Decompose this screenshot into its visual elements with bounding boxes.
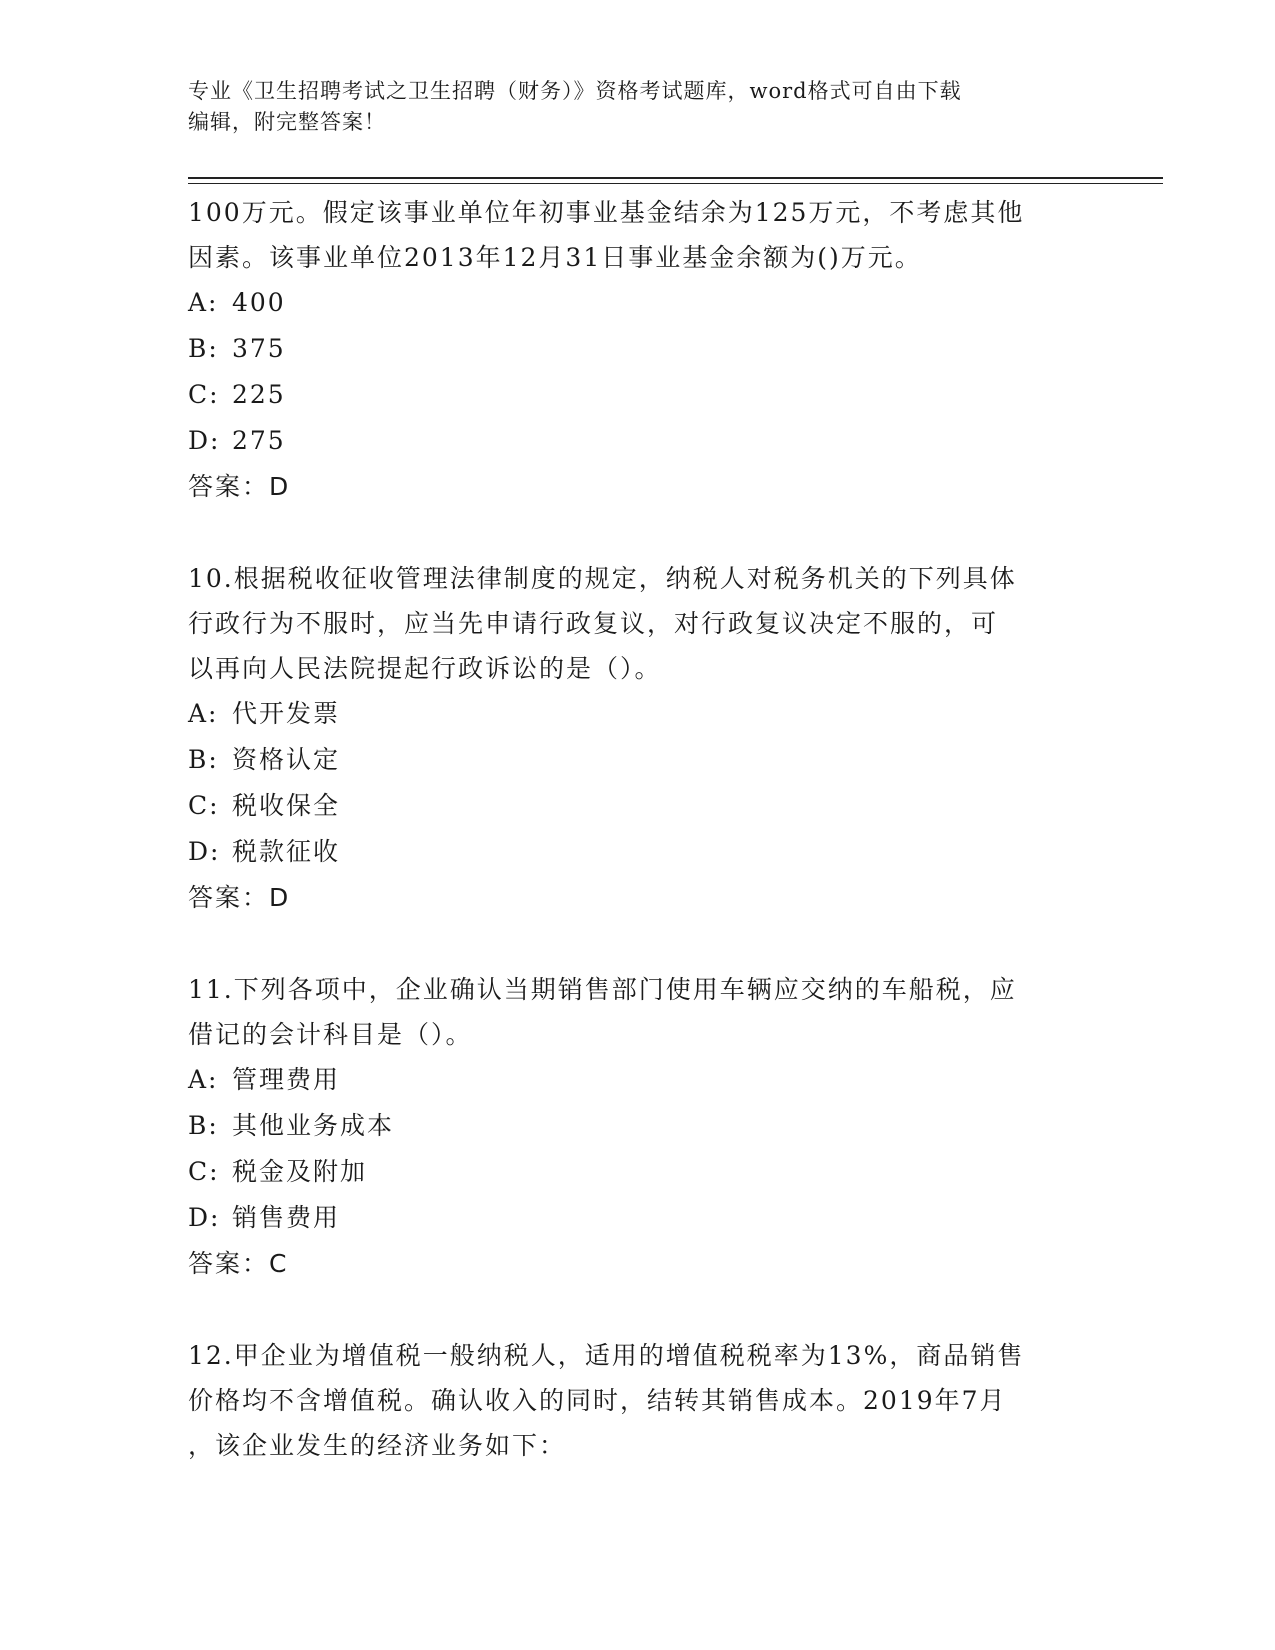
option-b [188, 326, 1088, 372]
question-text-line: 借记的会计科目是（）。 [188, 1020, 473, 1049]
option-b [188, 1103, 1088, 1149]
option-b [188, 737, 1088, 783]
option-a [188, 691, 1088, 737]
question-text-line: 以再向人民法院提起行政诉讼的是（）。 [188, 654, 662, 683]
option-text: 275 [232, 426, 286, 455]
option-a [188, 280, 1088, 326]
option-letter: B: [188, 334, 219, 363]
option-letter: A: [188, 699, 219, 728]
question-text-line: 价格均不含增值税。确认收入的同时，结转其销售成本。2019年7月 [188, 1386, 1007, 1415]
option-text: 管理费用 [232, 1065, 341, 1094]
option-letter: C: [188, 1157, 220, 1186]
option-text: 400 [232, 288, 286, 317]
option-text: 税款征收 [232, 837, 341, 866]
header-line-1: 专业《卫生招聘考试之卫生招聘（财务）》资格考试题库，word格式可自由下载 [188, 79, 962, 103]
document-header [188, 76, 1088, 138]
answer-line: 答案：D [188, 883, 291, 912]
option-letter: A: [188, 1065, 219, 1094]
option-text: 税金及附加 [232, 1157, 368, 1186]
document-body [188, 190, 1088, 1468]
question-10 [188, 556, 1088, 921]
option-c [188, 372, 1088, 418]
option-text: 代开发票 [232, 699, 341, 728]
option-letter: B: [188, 1111, 219, 1140]
option-letter: C: [188, 791, 220, 820]
question-text-line: 11.下列各项中，企业确认当期销售部门使用车辆应交纳的车船税，应 [188, 975, 1017, 1004]
option-letter: B: [188, 745, 219, 774]
option-d [188, 418, 1088, 464]
question-text-line: 12.甲企业为增值税一般纳税人，适用的增值税税率为13%，商品销售 [188, 1341, 1025, 1370]
header-divider-thick [188, 177, 1163, 179]
option-letter: A: [188, 288, 219, 317]
option-letter: C: [188, 380, 220, 409]
option-text: 375 [232, 334, 286, 363]
header-divider-thin [188, 183, 1163, 184]
option-c [188, 1149, 1088, 1195]
question-text-line: 行政行为不服时，应当先申请行政复议，对行政复议决定不服的，可 [188, 609, 999, 638]
header-line-2: 编辑，附完整答案！ [188, 110, 386, 134]
option-text: 销售费用 [232, 1203, 341, 1232]
question-text-line: 100万元。假定该事业单位年初事业基金结余为125万元，不考虑其他 [188, 198, 1025, 227]
option-text: 225 [232, 380, 286, 409]
question-text-line: ，该企业发生的经济业务如下： [188, 1431, 567, 1460]
question-9 [188, 190, 1088, 510]
question-text-line: 因素。该事业单位2013年12月31日事业基金余额为()万元。 [188, 243, 922, 272]
question-text-line: 10.根据税收征收管理法律制度的规定，纳税人对税务机关的下列具体 [188, 564, 1017, 593]
option-text: 税收保全 [232, 791, 341, 820]
answer-line: 答案：C [188, 1249, 289, 1278]
spacer [188, 510, 1088, 556]
question-12 [188, 1333, 1088, 1468]
spacer [188, 1287, 1088, 1333]
question-11 [188, 967, 1088, 1287]
option-text: 资格认定 [232, 745, 341, 774]
option-d [188, 1195, 1088, 1241]
answer-line: 答案：D [188, 472, 291, 501]
spacer [188, 921, 1088, 967]
option-letter: D: [188, 1203, 221, 1232]
option-d [188, 829, 1088, 875]
option-c [188, 783, 1088, 829]
option-a [188, 1057, 1088, 1103]
option-text: 其他业务成本 [232, 1111, 395, 1140]
option-letter: D: [188, 426, 221, 455]
option-letter: D: [188, 837, 221, 866]
